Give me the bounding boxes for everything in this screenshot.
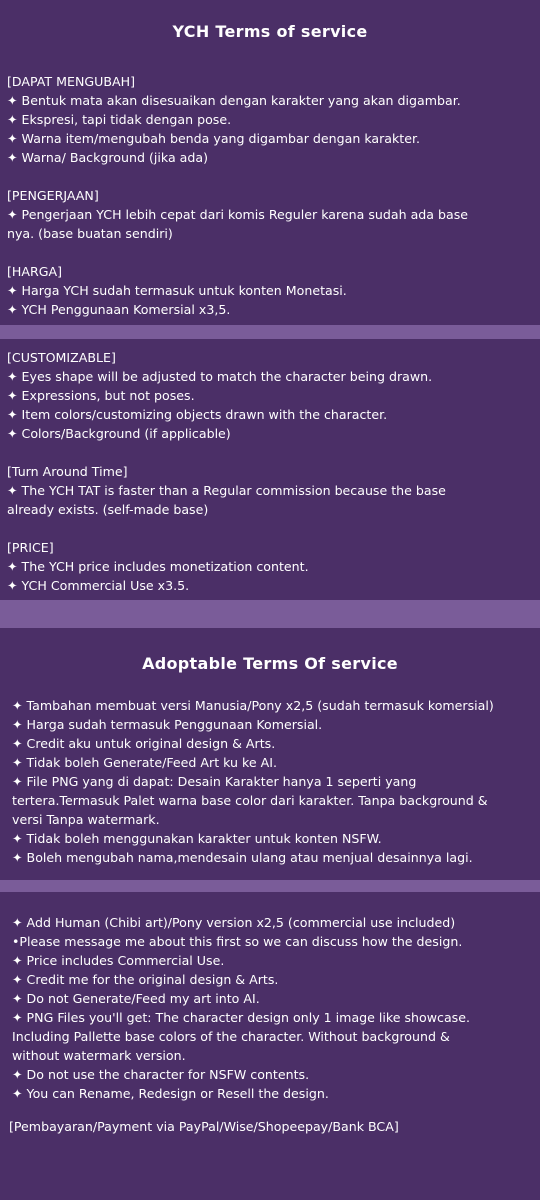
term-line: ✦ Warna/ Background (jika ada) bbox=[7, 150, 209, 165]
term-line: ✦ File PNG yang di dapat: Desain Karakter hanya 1 seperti yang bbox=[12, 774, 417, 789]
spacer bbox=[7, 243, 537, 262]
section-divider-1 bbox=[0, 325, 540, 339]
term-line: ✦ Tidak boleh menggunakan karakter untuk konten NSFW. bbox=[12, 831, 382, 846]
term-line: ✦ Do not Generate/Feed my art into AI. bbox=[12, 991, 260, 1006]
term-line: nya. (base buatan sendiri) bbox=[7, 226, 173, 241]
ych-title: YCH Terms of service bbox=[172, 22, 368, 41]
term-line: ✦ Tidak boleh Generate/Feed Art ku ke AI. bbox=[12, 755, 277, 770]
payment-info: [Pembayaran/Payment via PayPal/Wise/Shopeepay/Bank BCA] bbox=[9, 1119, 399, 1134]
spacer bbox=[7, 519, 537, 538]
term-line: ✦ Item colors/customizing objects drawn with the character. bbox=[7, 407, 388, 422]
term-line: ✦ YCH Penggunaan Komersial x3,5. bbox=[7, 302, 231, 317]
term-line: already exists. (self-made base) bbox=[7, 502, 209, 517]
term-line: Including Pallette base colors of the character. Without background & bbox=[12, 1029, 450, 1044]
term-line: ✦ Harga YCH sudah termasuk untuk konten Monetasi. bbox=[7, 283, 347, 298]
term-line: without watermark version. bbox=[12, 1048, 186, 1063]
adoptable-indonesian-terms bbox=[12, 696, 537, 867]
term-line: ✦ Tambahan membuat versi Manusia/Pony x2,5 (sudah termasuk komersial) bbox=[12, 698, 494, 713]
term-line: ✦ Credit me for the original design & Arts. bbox=[12, 972, 279, 987]
term-line: ✦ Ekspresi, tapi tidak dengan pose. bbox=[7, 112, 232, 127]
section-divider-2 bbox=[0, 600, 540, 628]
term-line: •Please message me about this first so we can discuss how the design. bbox=[12, 934, 463, 949]
term-line: tertera.Termasuk Palet warna base color dari karakter. Tanpa background & bbox=[12, 793, 488, 808]
ych-english-terms bbox=[7, 348, 537, 595]
term-line: ✦ Credit aku untuk original design & Arts. bbox=[12, 736, 276, 751]
term-line: ✦ Boleh mengubah nama,mendesain ulang atau menjual desainnya lagi. bbox=[12, 850, 473, 865]
term-line: ✦ Pengerjaan YCH lebih cepat dari komis Reguler karena sudah ada base bbox=[7, 207, 469, 222]
term-line: ✦ The YCH price includes monetization content. bbox=[7, 559, 309, 574]
section-heading: [PENGERJAAN] bbox=[7, 188, 99, 203]
term-line: ✦ Price includes Commercial Use. bbox=[12, 953, 225, 968]
term-line: ✦ Do not use the character for NSFW contents. bbox=[12, 1067, 310, 1082]
adoptable-title: Adoptable Terms Of service bbox=[142, 654, 398, 673]
section-heading: [DAPAT MENGUBAH] bbox=[7, 74, 135, 89]
section-divider-3 bbox=[0, 880, 540, 892]
term-line: ✦ Colors/Background (if applicable) bbox=[7, 426, 231, 441]
section-heading: [CUSTOMIZABLE] bbox=[7, 350, 116, 365]
section-heading: [HARGA] bbox=[7, 264, 63, 279]
term-line: ✦ Bentuk mata akan disesuaikan dengan karakter yang akan digambar. bbox=[7, 93, 461, 108]
spacer bbox=[7, 443, 537, 462]
section-heading: [PRICE] bbox=[7, 540, 54, 555]
term-line: ✦ The YCH TAT is faster than a Regular commission because the base bbox=[7, 483, 446, 498]
term-line: versi Tanpa watermark. bbox=[12, 812, 160, 827]
spacer bbox=[7, 167, 537, 186]
section-heading: [Turn Around Time] bbox=[7, 464, 128, 479]
term-line: ✦ YCH Commercial Use x3.5. bbox=[7, 578, 190, 593]
term-line: ✦ Eyes shape will be adjusted to match the character being drawn. bbox=[7, 369, 433, 384]
term-line: ✦ Harga sudah termasuk Penggunaan Komersial. bbox=[12, 717, 323, 732]
term-line: ✦ Add Human (Chibi art)/Pony version x2,5 (commercial use included) bbox=[12, 915, 456, 930]
term-line: ✦ Warna item/mengubah benda yang digambar dengan karakter. bbox=[7, 131, 421, 146]
term-line: ✦ Expressions, but not poses. bbox=[7, 388, 195, 403]
term-line: ✦ PNG Files you'll get: The character design only 1 image like showcase. bbox=[12, 1010, 470, 1025]
ych-indonesian-terms bbox=[7, 72, 537, 319]
term-line: ✦ You can Rename, Redesign or Resell the design. bbox=[12, 1086, 329, 1101]
adoptable-english-terms bbox=[12, 913, 537, 1103]
